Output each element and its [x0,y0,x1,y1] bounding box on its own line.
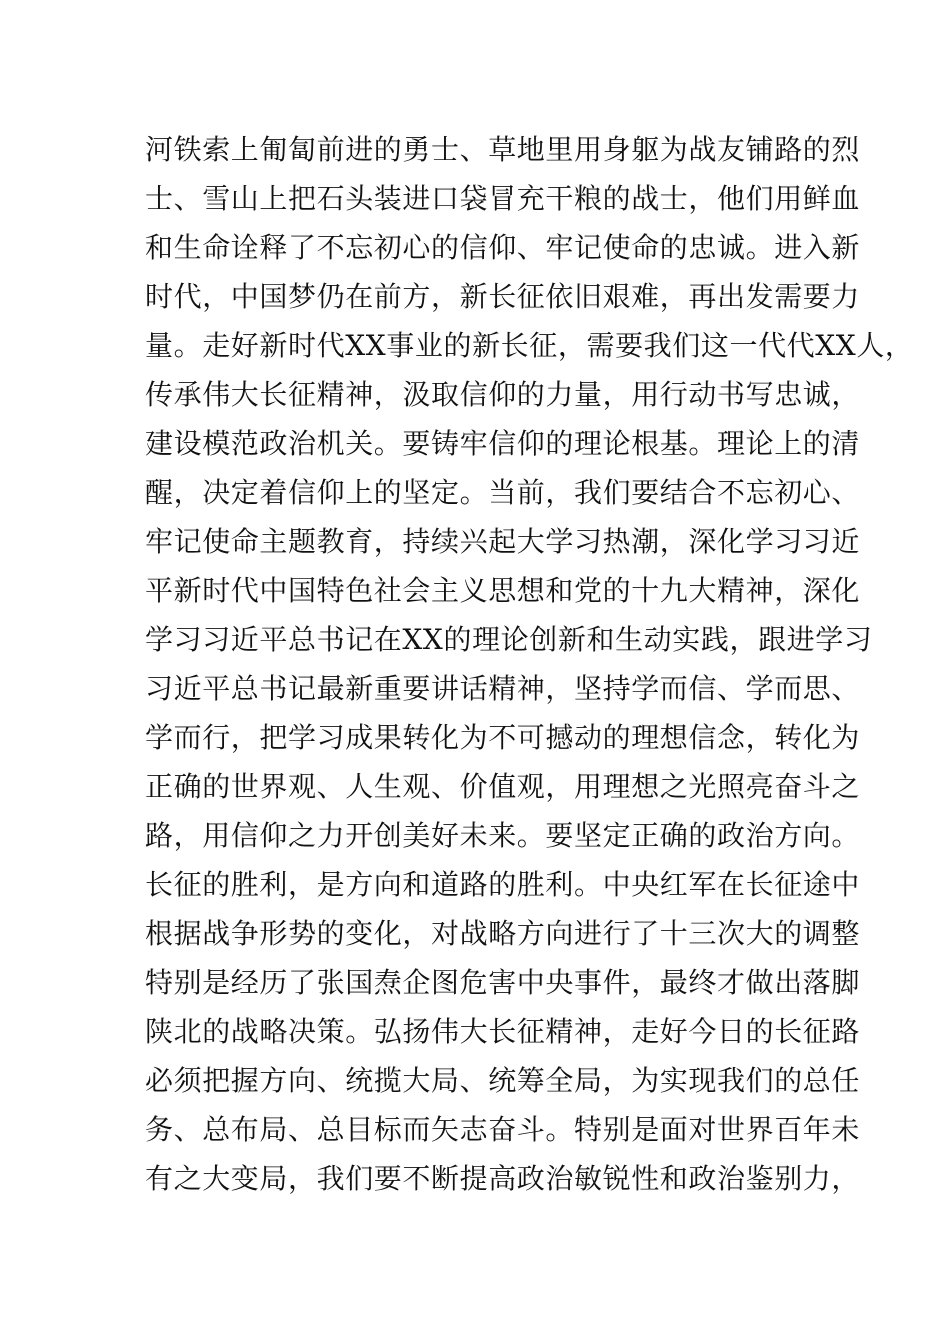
text-line: 根据战争形势的变化，对战略方向进行了十三次大的调整 [145,917,861,950]
text-line: 量。走好新时代XX事业的新长征，需要我们这一代代XX人， [145,329,914,362]
text-line: 牢记使命主题教育，持续兴起大学习热潮，深化学习习近 [145,525,861,558]
text-line: 醒，决定着信仰上的坚定。当前，我们要结合不忘初心、 [145,476,861,509]
text-line: 正确的世界观、人生观、价值观，用理想之光照亮奋斗之 [145,770,861,803]
text-line: 习近平总书记最新重要讲话精神，坚持学而信、学而思、 [145,672,861,705]
text-line: 河铁索上匍匐前进的勇士、草地里用身躯为战友铺路的烈 [145,133,861,166]
text-line: 传承伟大长征精神，汲取信仰的力量，用行动书写忠诚， [145,378,861,411]
text-line: 和生命诠释了不忘初心的信仰、牢记使命的忠诚。进入新 [145,231,861,264]
body-text [145,125,914,1203]
text-line: 学习习近平总书记在XX的理论创新和生动实践，跟进学习 [145,623,873,656]
text-line: 学而行，把学习成果转化为不可撼动的理想信念，转化为 [145,721,861,754]
text-line: 陕北的战略决策。弘扬伟大长征精神，走好今日的长征路 [145,1015,861,1048]
text-line: 务、总布局、总目标而矢志奋斗。特别是面对世界百年未 [145,1113,861,1146]
text-line: 时代，中国梦仍在前方，新长征依旧艰难，再出发需要力 [145,280,861,313]
text-line: 有之大变局，我们要不断提高政治敏锐性和政治鉴别力， [145,1162,861,1195]
text-line: 必须把握方向、统揽大局、统筹全局，为实现我们的总任 [145,1064,861,1097]
text-line: 士、雪山上把石头装进口袋冒充干粮的战士，他们用鲜血 [145,182,861,215]
text-line: 路，用信仰之力开创美好未来。要坚定正确的政治方向。 [145,819,861,852]
text-line: 平新时代中国特色社会主义思想和党的十九大精神，深化 [145,574,861,607]
text-line: 特别是经历了张国焘企图危害中央事件，最终才做出落脚 [145,966,861,999]
text-line: 长征的胜利，是方向和道路的胜利。中央红军在长征途中 [145,868,861,901]
text-line: 建设模范政治机关。要铸牢信仰的理论根基。理论上的清 [145,427,861,460]
